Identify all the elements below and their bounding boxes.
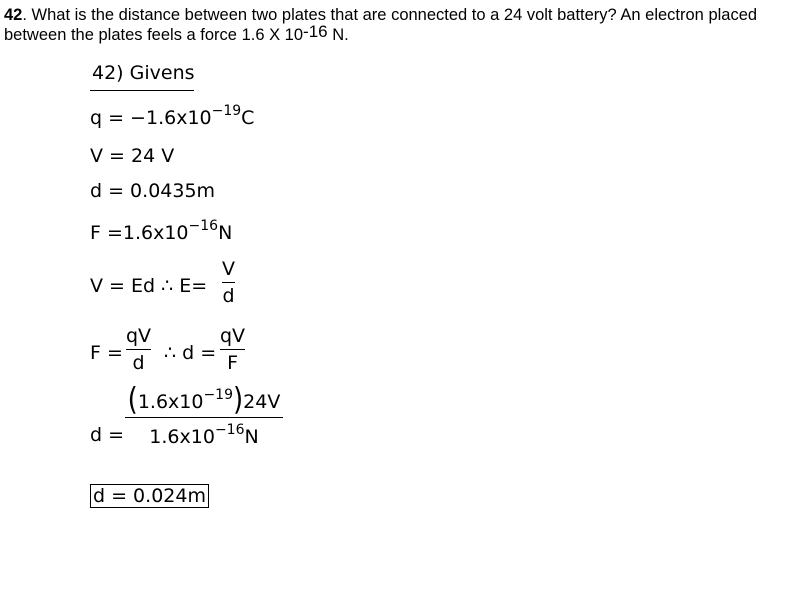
equation-force-left: F = [90, 342, 123, 364]
force-unit: N [218, 222, 233, 244]
fraction-bar [220, 349, 245, 350]
given-voltage: V = 24 V [90, 145, 175, 167]
fraction-bar [125, 417, 283, 418]
substitution-denominator [149, 422, 259, 451]
question-exponent: -16 [303, 22, 328, 41]
question-number: 42 [4, 6, 23, 24]
substitution-fraction [125, 382, 283, 451]
fraction-numerator: qV [126, 325, 152, 347]
denominator-unit: N [244, 426, 259, 448]
paren-open: ( [127, 382, 138, 418]
substitution-left: d = [90, 424, 125, 446]
substitution-numerator [127, 382, 281, 418]
final-answer: d = 0.024m [90, 484, 209, 508]
equation-field-fraction [222, 257, 235, 308]
denominator-exponent: −16 [214, 422, 245, 438]
distance-fraction [220, 324, 245, 375]
fraction-numerator: V [222, 258, 235, 280]
numerator-exponent: −19 [203, 387, 233, 403]
numerator-tail: 24V [243, 391, 281, 413]
given-force [90, 218, 233, 244]
charge-base: q = −1.6x10 [90, 107, 212, 129]
force-exponent: −16 [188, 218, 219, 234]
fraction-bar [222, 282, 235, 283]
fraction-numerator: qV [220, 325, 246, 347]
paren-close: ) [233, 382, 244, 418]
fraction-denominator: F [227, 352, 238, 374]
numerator-base: 1.6x10 [137, 391, 204, 413]
givens-header: 42) Givens [92, 62, 195, 84]
question-unit: N. [327, 26, 349, 44]
force-fraction [126, 324, 151, 375]
denominator-base: 1.6x10 [149, 426, 215, 448]
therefore-distance: ∴ d = [164, 342, 217, 364]
question-body: . What is the distance between two plates that are connected to a 24 volt battery? An electron placed between the plates feels a force 1.6 X 10 [4, 6, 758, 44]
given-distance: d = 0.0435m [90, 180, 216, 202]
question-text [4, 5, 794, 45]
given-charge [90, 103, 255, 129]
force-base: F =1.6x10 [90, 222, 189, 244]
fraction-denominator: d [132, 352, 145, 374]
charge-unit: C [241, 107, 255, 129]
givens-header-underline [90, 90, 194, 91]
equation-field-left: V = Ed ∴ E= [90, 275, 208, 297]
charge-exponent: −19 [211, 103, 242, 119]
fraction-denominator: d [222, 285, 235, 307]
fraction-bar [126, 349, 151, 350]
